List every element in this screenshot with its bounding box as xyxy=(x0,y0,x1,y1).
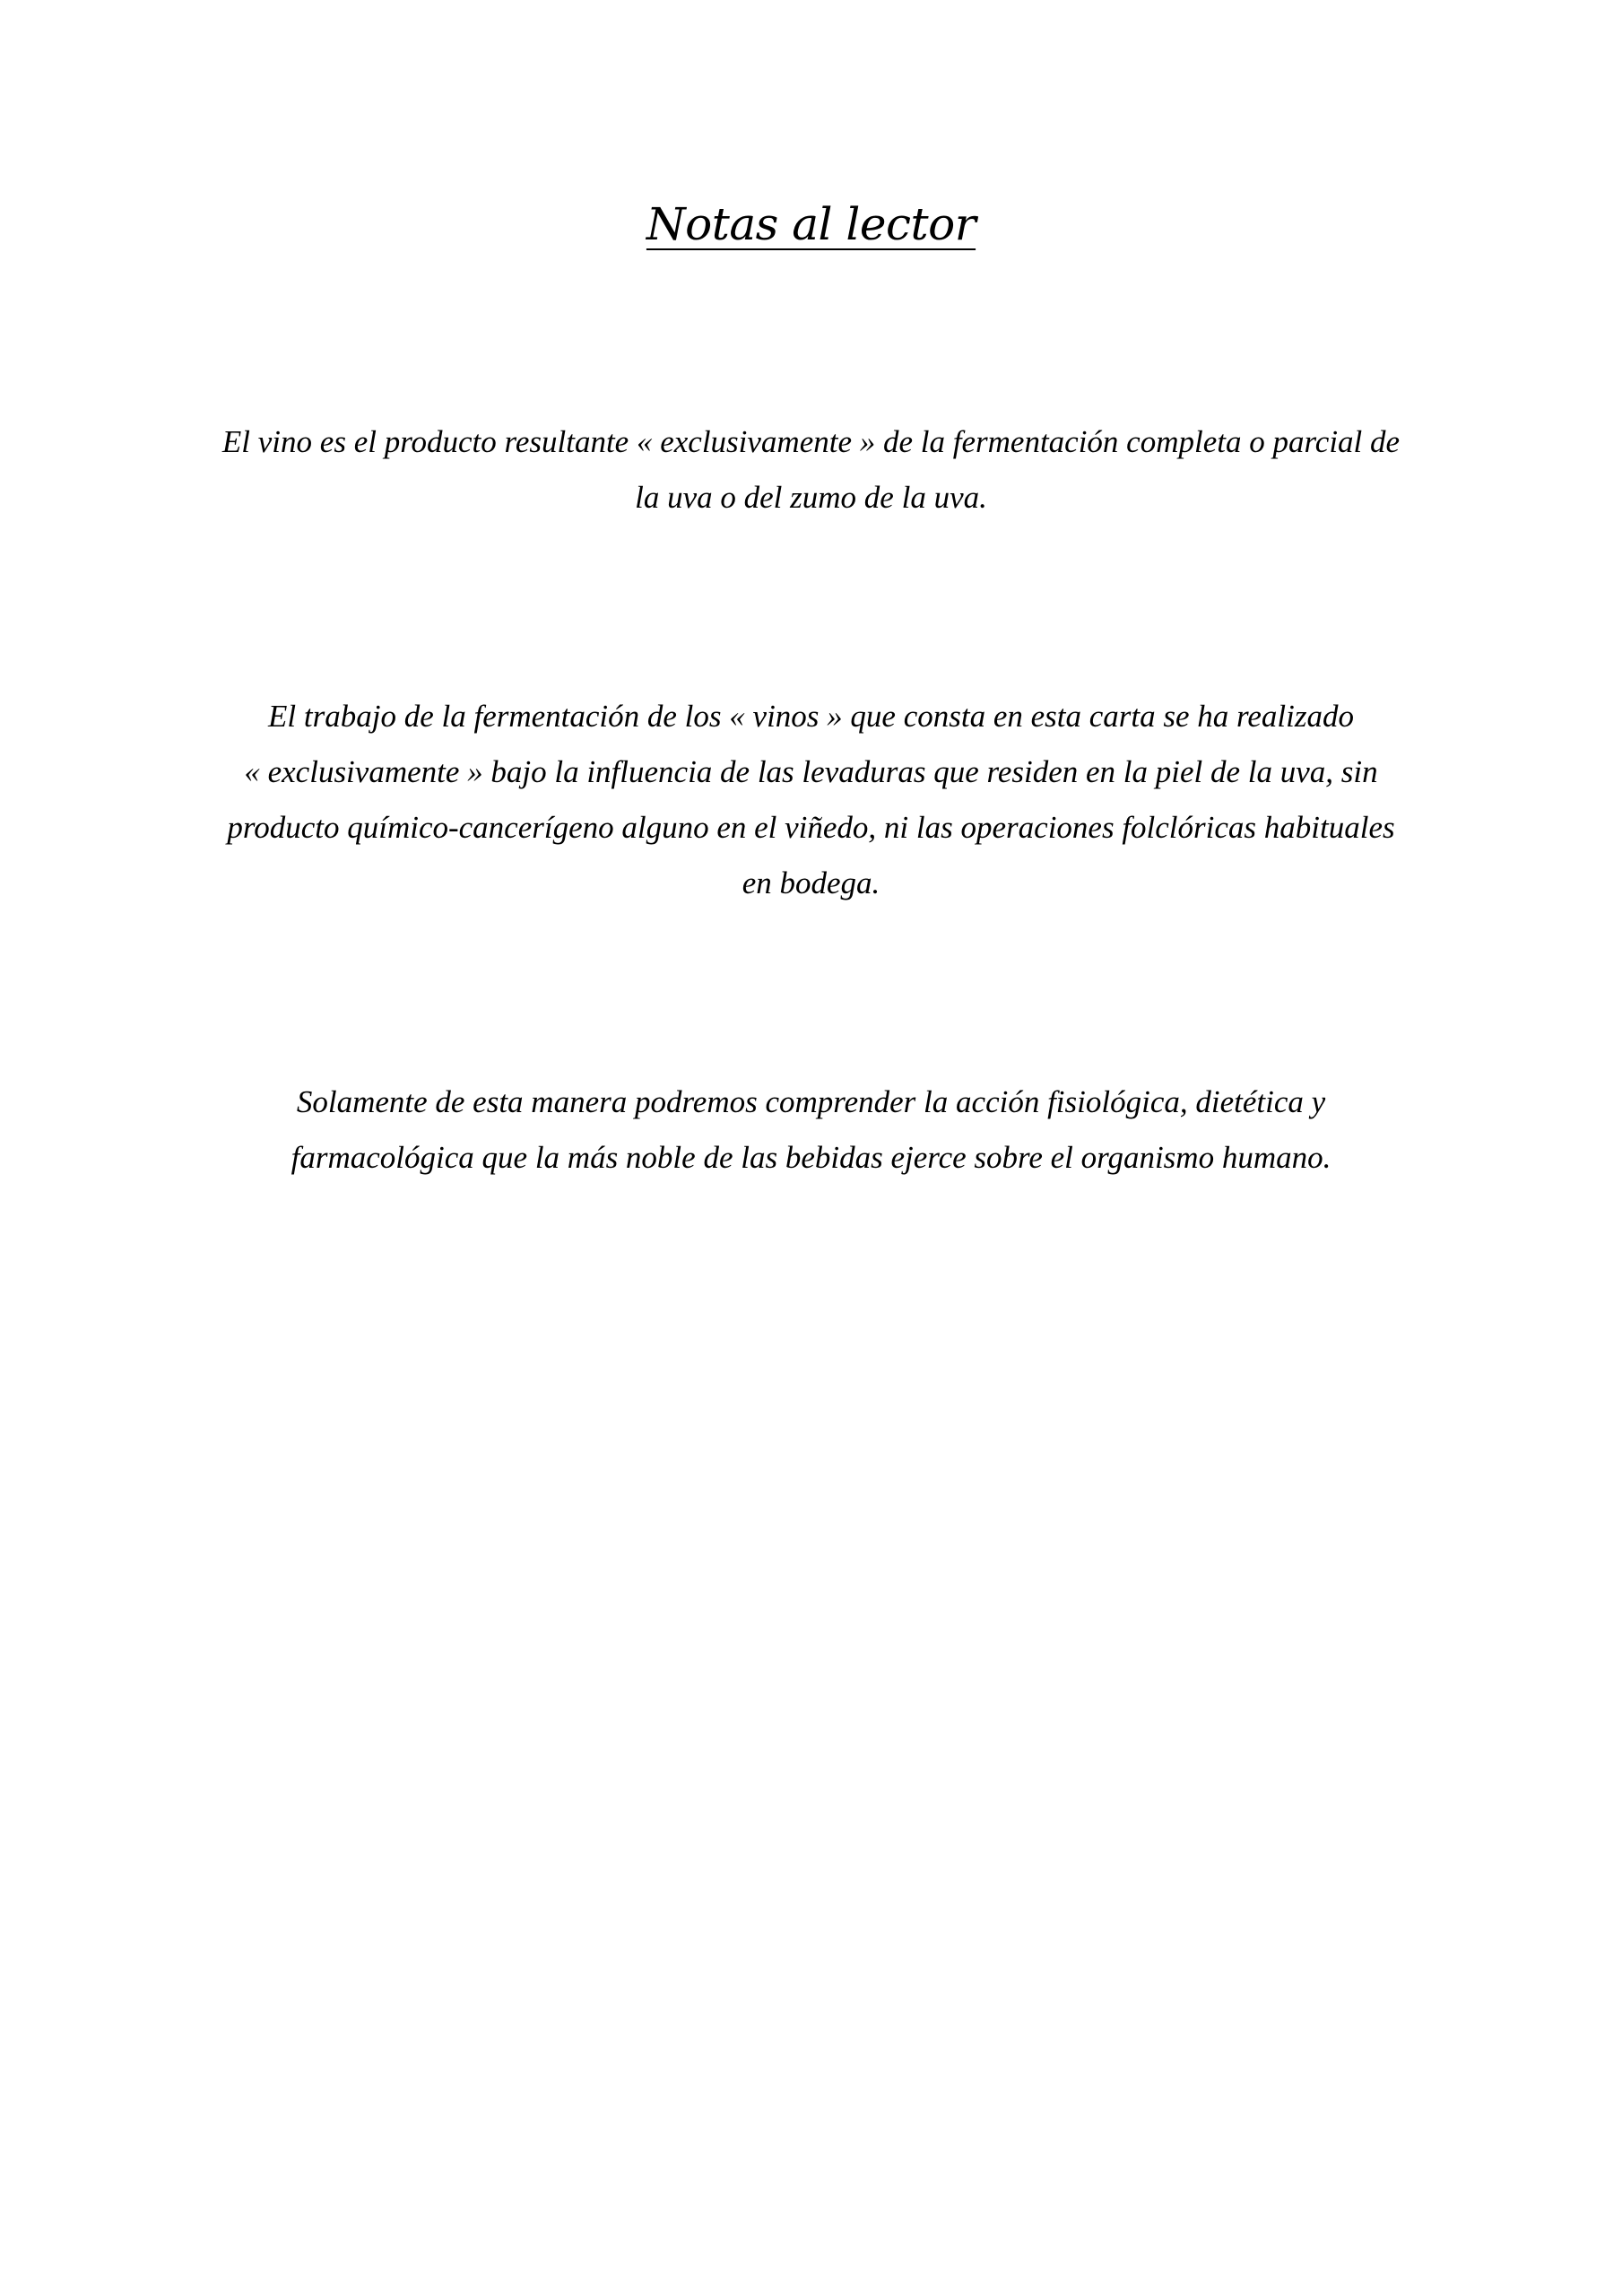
paragraph-line: producto químico-cancerígeno alguno en el viñedo, ni las operaciones folclóricas habituales xyxy=(227,810,1395,845)
page-title: Notas al lector xyxy=(646,198,976,250)
paragraph-fermentation xyxy=(0,689,1622,911)
paragraph-line: « exclusivamente » bajo la influencia de las levaduras que residen en la piel de la uva, sin xyxy=(244,754,1378,789)
paragraph-line: farmacológica que la más noble de las bebidas ejerce sobre el organismo humano. xyxy=(291,1140,1331,1175)
paragraph-line: la uva o del zumo de la uva. xyxy=(635,480,987,515)
paragraph-line: El trabajo de la fermentación de los « vinos » que consta en esta carta se ha realizado xyxy=(268,699,1354,734)
paragraph-line: El vino es el producto resultante « exclusivamente » de la fermentación completa o parcial de xyxy=(221,424,1401,459)
paragraph-wine-definition xyxy=(0,414,1622,526)
paragraph-line: Solamente de esta manera podremos comprender la acción fisiológica, dietética y xyxy=(296,1084,1326,1119)
paragraph-line: en bodega. xyxy=(742,865,880,900)
paragraph-conclusion xyxy=(0,1074,1622,1186)
